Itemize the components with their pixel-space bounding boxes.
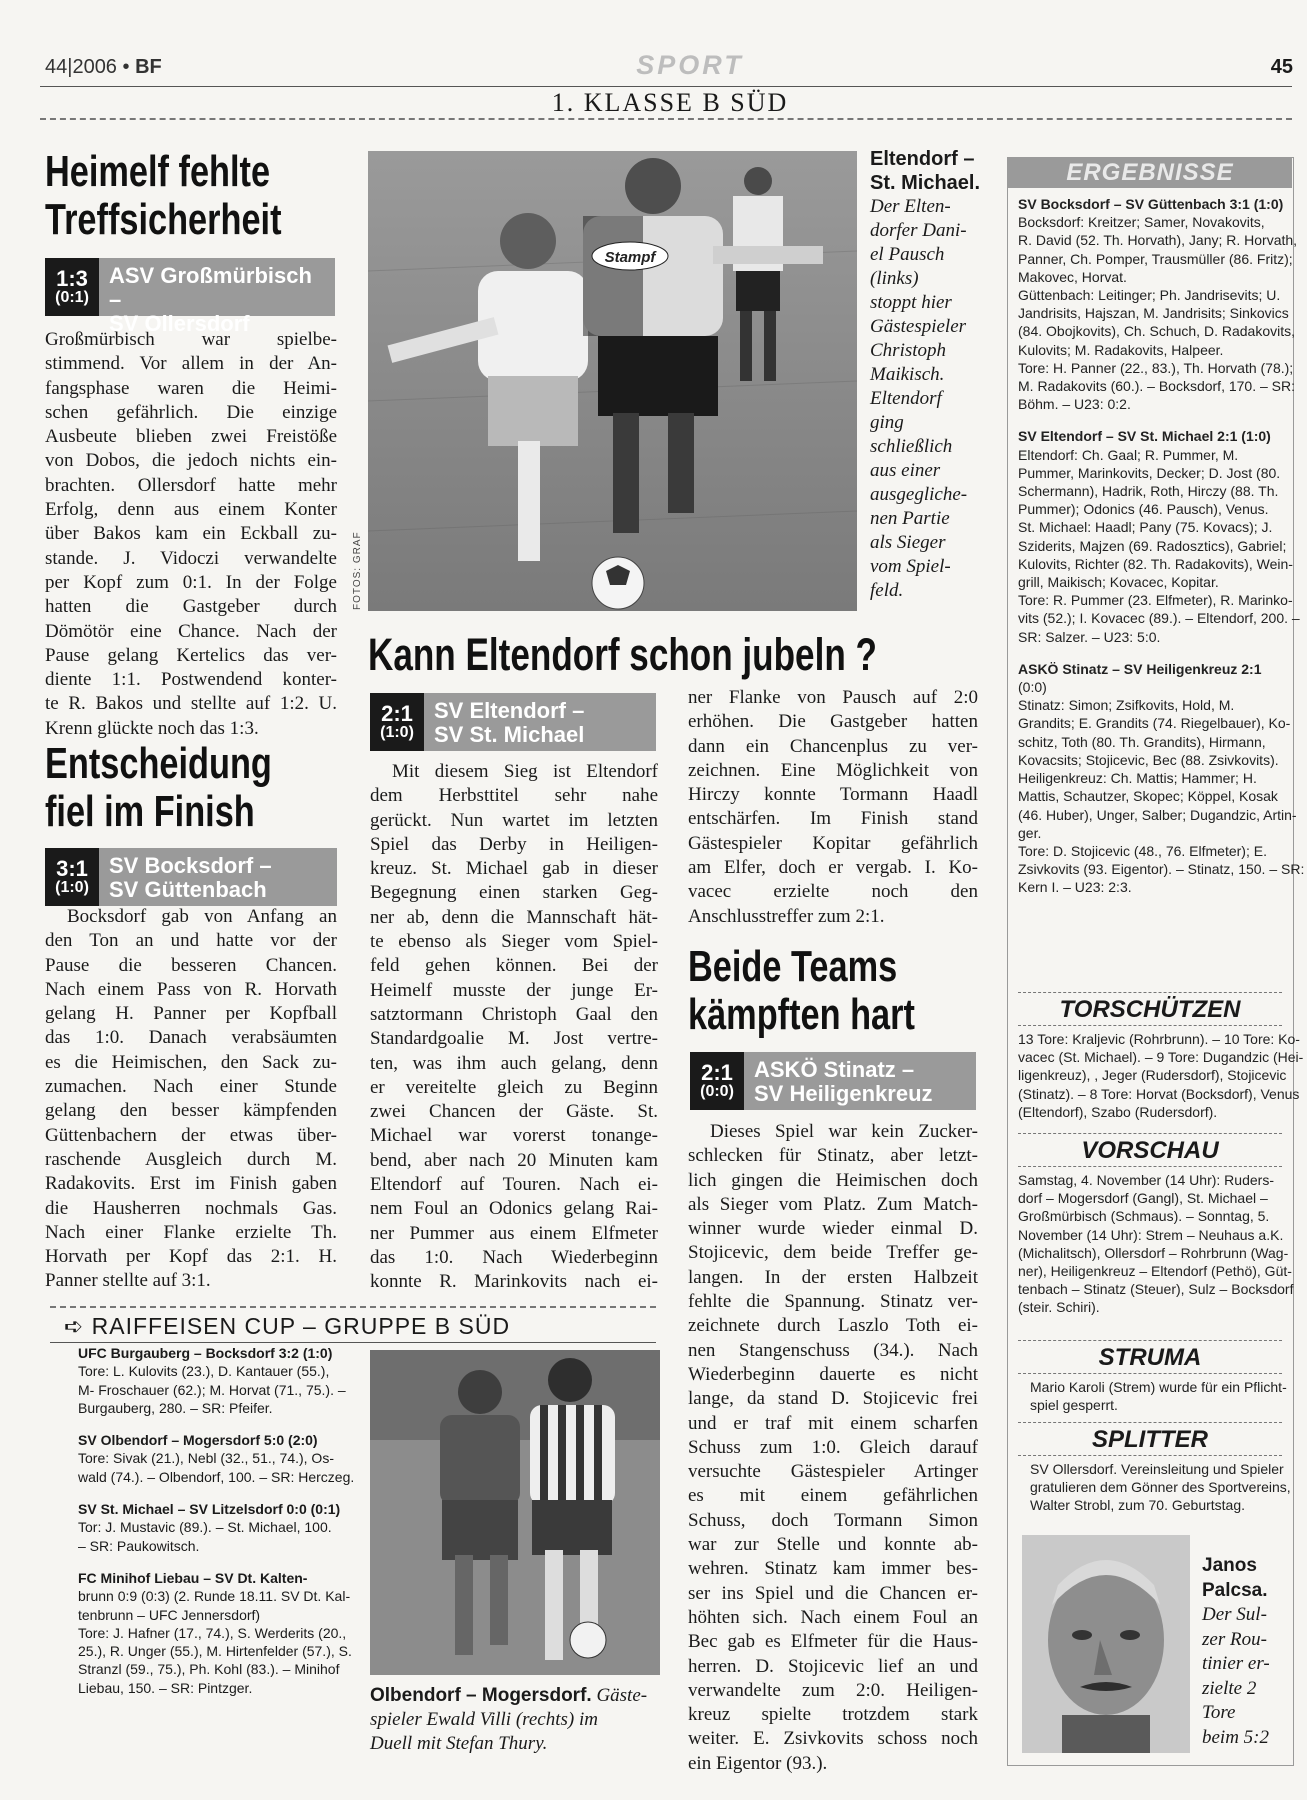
text-line: gerückt. Nun wartet im letzten bbox=[370, 809, 658, 831]
caption-line: tinier er- bbox=[1202, 1653, 1270, 1674]
preview-title: VORSCHAU bbox=[1081, 1137, 1219, 1164]
cup-game-line: wald (74.). – Olbendorf, 100. – SR: Herczeg. bbox=[78, 1468, 355, 1485]
article-entscheidung-text bbox=[45, 905, 337, 1294]
text-line: hatten die Gastgeber durch bbox=[45, 596, 337, 618]
caption-line: aus einer bbox=[870, 460, 941, 481]
caption-line: Der Elten- bbox=[870, 196, 951, 217]
cup-game-line: tenbrunn – UFC Jennersdorf) bbox=[78, 1606, 261, 1623]
text-line: Bec gab es Elfmeter für die Haus- bbox=[688, 1631, 978, 1653]
text-line: Mit diesem Sieg ist Eltendorf bbox=[392, 761, 658, 782]
splitter-line: gratulieren dem Gönner des Sportvereins, bbox=[1030, 1479, 1291, 1496]
text-line: brachten. Ollersdorf hatte mehr bbox=[45, 474, 337, 496]
cup-game-head: FC Minihof Liebau – SV Dt. Kalten- bbox=[78, 1569, 308, 1586]
text-line: Wiederbeginn dauerte es nicht bbox=[688, 1363, 978, 1385]
article-heimelf-text bbox=[45, 328, 337, 741]
caption-line: Christoph bbox=[870, 340, 947, 361]
text-line: Großmürbisch war spielbe- bbox=[45, 329, 337, 350]
cup-game bbox=[78, 1569, 352, 1697]
result-line: ger. bbox=[1018, 824, 1042, 841]
article-eltendorf-text-col1 bbox=[370, 760, 658, 1295]
result-line: Kulovits; M. Radakovits, Halpeer. bbox=[1018, 341, 1224, 358]
result-line: (84. Obojkovits), Ch. Schuch, D. Radakovits, bbox=[1018, 323, 1295, 340]
league-title: 1. KLASSE B SÜD bbox=[520, 88, 820, 118]
text-line: die Hausherren nochmals Gas. bbox=[45, 1197, 337, 1219]
text-line: raschende Ausgleich durch M. bbox=[45, 1148, 337, 1170]
scorer-line: (Stinatz). – 8 Tore: Horvat (Bocksdorf), Venus bbox=[1018, 1085, 1300, 1102]
text-line: Radakovits. Erst im Finish gaben bbox=[45, 1173, 337, 1195]
text-line: kreuz. St. Michael gab in dieser bbox=[370, 858, 658, 880]
text-line: bend, aber nach 20 Minuten kam bbox=[370, 1149, 658, 1171]
preview-list bbox=[1018, 1171, 1294, 1317]
caption-line: (links) bbox=[870, 268, 919, 289]
caption-line: dorfer Dani- bbox=[870, 220, 967, 241]
header-rule bbox=[40, 86, 1292, 87]
struma-title: STRUMA bbox=[1098, 1344, 1202, 1371]
scorers-rule-bottom bbox=[1018, 1025, 1282, 1026]
text-line: weiter. E. Zsivkovits schoss noch bbox=[688, 1728, 978, 1750]
scorers-rule-top bbox=[1018, 992, 1282, 993]
text-line: Pause die besseren Chancen. bbox=[45, 954, 337, 976]
caption-line: Maikisch. bbox=[870, 364, 945, 385]
splitter-text bbox=[1030, 1460, 1291, 1515]
text-line: dann ein Chancenplus zu ver- bbox=[688, 735, 978, 757]
headline-entscheidung: Entscheidung fiel im Finish bbox=[45, 739, 272, 836]
text-line: verwandelte zum 2:0. Heiligen- bbox=[688, 1679, 978, 1701]
text-line: über Bakos kam ein Eckball zu- bbox=[45, 523, 337, 545]
cup-game-line: Tor: J. Mustavic (89.). – St. Michael, 100. bbox=[78, 1519, 332, 1536]
splitter-line: Walter Strobl, zum 70. Geburtstag. bbox=[1030, 1497, 1246, 1514]
struma-rule-bottom bbox=[1018, 1373, 1282, 1374]
cup-game-line: Burgauberg, 280. – SR: Pfeifer. bbox=[78, 1399, 273, 1416]
text-line: versuchte Gästespieler Artinger bbox=[688, 1461, 978, 1483]
result-block bbox=[1018, 427, 1300, 645]
text-line: Begegnung einen starken Geg- bbox=[370, 882, 658, 904]
photo-olbendorf-mogersdorf bbox=[370, 1350, 660, 1675]
text-line: fangsphase waren die Heimi- bbox=[45, 377, 337, 399]
result-line: grill, Maikisch; Kovacec, Kopitar. bbox=[1018, 574, 1219, 591]
text-line: zwei Chancen der Gäste. St. bbox=[370, 1101, 658, 1123]
text-line: das 1:0. Nach Wiederbeginn bbox=[370, 1246, 658, 1268]
struma-rule-top bbox=[1018, 1340, 1282, 1341]
league-rule bbox=[40, 118, 1292, 120]
cup-game-line: 25.), R. Unger (55.), M. Hirtenfelder (57.), S. bbox=[78, 1643, 352, 1660]
scorer-line: (Eltendorf), Szabo (Rudersdorf). bbox=[1018, 1103, 1218, 1120]
scorers-list bbox=[1018, 1030, 1304, 1121]
result-line: Tore: R. Pummer (23. Elfmeter), R. Marinko- bbox=[1018, 592, 1293, 609]
text-line: ner Pummer aus einem Elfmeter bbox=[370, 1222, 658, 1244]
result-line: Stinatz: Simon; Zsifkovits, Hold, M. bbox=[1018, 697, 1235, 714]
text-line: Stojicevic, dem beide Treffer ge- bbox=[688, 1242, 978, 1264]
cup-game-line: brunn 0:9 (0:3) (2. Runde 18.11. SV Dt. Kal- bbox=[78, 1588, 351, 1605]
text-line: stimmend. Vor allem in der An- bbox=[45, 353, 337, 375]
text-line: entschärfen. Im Finish stand bbox=[688, 808, 978, 830]
section-label: SPORT bbox=[636, 50, 744, 80]
text-line: Michael war vorerst tonange- bbox=[370, 1125, 658, 1147]
preview-rule-top bbox=[1018, 1133, 1282, 1134]
result-line: Grandits; E. Grandits (74. Riegelbauer), Ko- bbox=[1018, 715, 1291, 732]
text-line: schlecken für Stinatz, aber letzt- bbox=[688, 1145, 978, 1167]
scorer-line: ligenkreuz), , Jeger (Rudersdorf), Stojicevic bbox=[1018, 1067, 1287, 1084]
score-box-bocksdorf: 3:1 (1:0) SV Bocksdorf – SV Güttenbach bbox=[45, 848, 337, 906]
splitter-line: SV Ollersdorf. Vereinsleitung und Spieler bbox=[1030, 1461, 1284, 1477]
cup-game-head: UFC Burgauberg – Bocksdorf 3:2 (1:0) bbox=[78, 1345, 333, 1361]
text-line: konnte R. Marinkovits nach ei- bbox=[370, 1271, 658, 1293]
scorers-title: TORSCHÜTZEN bbox=[1059, 996, 1241, 1023]
caption-line: stoppt hier bbox=[870, 292, 952, 313]
text-line: den Ton an und hatte vor der bbox=[45, 930, 337, 952]
article-heimelf bbox=[45, 147, 345, 337]
result-line: Mattis, Schautzer, Skopec; Köppel, Kosak bbox=[1018, 788, 1278, 805]
text-line: erhöhen. Die Gastgeber hatten bbox=[688, 711, 978, 733]
result-line: Kulovits, Richter (82. Th. Radakovits), Wein- bbox=[1018, 555, 1293, 572]
splitter-rule-top bbox=[1018, 1422, 1282, 1423]
text-line: lange, da stand D. Stojicevic frei bbox=[688, 1388, 978, 1410]
preview-line: ner), Heiligenkreuz – Eltendorf (Pethö), Güt- bbox=[1018, 1263, 1292, 1280]
text-line: zumachen. Nach einer Stunde bbox=[45, 1076, 337, 1098]
text-line: Schuss, doch Tormann Simon bbox=[688, 1509, 978, 1531]
result-line: Panner, Ch. Pomper, Trausmüller (86. Fritz); bbox=[1018, 250, 1293, 267]
result-line: Pummer); Odonics (46. Pausch), Venus. bbox=[1018, 501, 1269, 518]
caption-line: schließlich bbox=[870, 436, 953, 457]
text-line: ser ins Spiel und die Chancen er- bbox=[688, 1582, 978, 1604]
cup-rule-top bbox=[50, 1306, 656, 1308]
text-line: nem Foul an Odonics gelang Rai- bbox=[370, 1198, 658, 1220]
text-line: von Dobos, die jedoch nichts ein- bbox=[45, 450, 337, 472]
preview-line: (Michalitsch), Ollersdorf – Rohrbrunn (Wag- bbox=[1018, 1244, 1289, 1261]
result-head: SV Bocksdorf – SV Güttenbach 3:1 (1:0) bbox=[1018, 196, 1284, 212]
scorer-line: vacec (St. Michael). – 9 Tore: Dugandzic (Hei- bbox=[1018, 1049, 1304, 1066]
text-line: Dömötör eine Chance. Nach der bbox=[45, 620, 337, 642]
text-line: nen Stangenschuss (34.). Nach bbox=[688, 1339, 978, 1361]
cup-game-line: Tore: Sivak (21.), Nebl (32., 51., 74.), Os- bbox=[78, 1450, 334, 1467]
result-line: Eltendorf: Ch. Gaal; R. Pummer, M. bbox=[1018, 446, 1239, 463]
results-list bbox=[1018, 195, 1305, 911]
text-line: zeichnen. Eine Möglichkeit von bbox=[688, 759, 978, 781]
text-line: dem Herbsttitel sehr nahe bbox=[370, 785, 658, 807]
cup-game-line: Stranzl (59., 75.), Ph. Kohl (83.). – Minihof bbox=[78, 1661, 340, 1678]
text-line: te ebenso als Sieger vom Spiel- bbox=[370, 931, 658, 953]
result-block bbox=[1018, 660, 1305, 897]
result-line: Tore: H. Panner (22., 83.), Th. Horvath (78.); bbox=[1018, 359, 1294, 376]
text-line: stande. J. Vidoczi verwandelte bbox=[45, 547, 337, 569]
text-line: feld gehen können. Bei der bbox=[370, 955, 658, 977]
text-line: das 1:0. Danach verabsäumten bbox=[45, 1027, 337, 1049]
result-line: Güttenbach: Leitinger; Ph. Jandrisevits; U. bbox=[1018, 287, 1281, 304]
cup-game-line: Liebau, 150. – SR: Pintzger. bbox=[78, 1679, 253, 1696]
text-line: zeichnete durch Laszlo Toth ei- bbox=[688, 1315, 978, 1337]
result-line: Kovacsits; Stojicevic, Bec (88. Zsivkovits). bbox=[1018, 751, 1279, 768]
struma-text bbox=[1030, 1378, 1287, 1414]
result-head: SV Eltendorf – SV St. Michael 2:1 (1:0) bbox=[1018, 428, 1271, 445]
text-line: Standardgoalie M. Jost vertre- bbox=[370, 1028, 658, 1050]
duel-players-photo bbox=[370, 1350, 660, 1675]
caption-line: Eltendorf bbox=[870, 388, 942, 409]
text-line: er vereitelte gleich zu Beginn bbox=[370, 1076, 658, 1098]
caption-line: el Pausch bbox=[870, 244, 945, 265]
results-title: ERGEBNISSE bbox=[1008, 158, 1292, 188]
result-line: R. David (52. Th. Horvath), Jany; R. Horvath, bbox=[1018, 232, 1298, 249]
text-line: schen gefährlich. Die einzige bbox=[45, 401, 337, 423]
portrait-face bbox=[1022, 1535, 1190, 1753]
cup-game-line: Tore: L. Kulovits (23.), D. Kantauer (55.), bbox=[78, 1363, 330, 1380]
text-line: Anschlusstreffer zum 2:1. bbox=[688, 905, 885, 927]
result-line: Böhm. – U23: 0:2. bbox=[1018, 396, 1131, 413]
result-line: (0:0) bbox=[1018, 679, 1047, 696]
result-line: Pummer, Marinkovits, Decker; D. Jost (80. bbox=[1018, 464, 1281, 481]
result-line: SR: Salzer. – U23: 5:0. bbox=[1018, 628, 1161, 645]
text-line: per Kopf zum 0:1. In der Folge bbox=[45, 571, 337, 593]
result-line: vits (52.); I. Kovacec (89.). – Eltendorf, 200. – bbox=[1018, 610, 1300, 627]
preview-line: Großmürbisch (Schmaus). – Sonntag, 5. bbox=[1018, 1208, 1270, 1225]
text-line: Nach einem Pass von R. Horvath bbox=[45, 978, 337, 1000]
text-line: ner Flanke von Pausch auf 2:0 bbox=[688, 687, 978, 708]
text-line: am Elfer, doch er vergab. I. Ko- bbox=[688, 857, 978, 879]
text-line: ner ab, denn die Mannschaft hät- bbox=[370, 906, 658, 928]
preview-line: dorf – Mogersdorf (Gangl), St. Michael – bbox=[1018, 1190, 1268, 1207]
arrow-icon: ➪ bbox=[64, 1313, 85, 1339]
shirt-sponsor-text: Stampf bbox=[604, 249, 656, 266]
text-line: Ausbeute blieben zwei Freistöße bbox=[45, 426, 337, 448]
photo-credit: FOTOS: GRAF bbox=[352, 531, 363, 610]
text-line: kreuz spielte trotzdem stark bbox=[688, 1704, 978, 1726]
caption-line: nen Partie bbox=[870, 508, 950, 529]
text-line: war zur Stelle und konnte ab- bbox=[688, 1534, 978, 1556]
text-line: es mit einem gefährlichen bbox=[688, 1485, 978, 1507]
caption-line: Der Sul- bbox=[1202, 1604, 1267, 1625]
result-line: Kern I. – U23: 2:3. bbox=[1018, 879, 1132, 896]
portrait-janos-palcsa bbox=[1022, 1535, 1190, 1753]
preview-line: (steir. Schiri). bbox=[1018, 1299, 1100, 1316]
headline-beide-teams: Beide Teams kämpften hart bbox=[688, 942, 915, 1039]
text-line: satztormann Christoph Gaal den bbox=[370, 1003, 658, 1025]
text-line: lich gingen die Heimischen doch bbox=[688, 1169, 978, 1191]
text-line: Panner stellte auf 3:1. bbox=[45, 1270, 211, 1292]
result-line: Tore: D. Stojicevic (48., 76. Elfmeter); E. bbox=[1018, 842, 1267, 859]
preview-line: November (14 Uhr): Strem – Neuhaus a.K. bbox=[1018, 1226, 1284, 1243]
photo-eltendorf-st-michael bbox=[368, 151, 857, 611]
text-line: Güttenbachern der etwas über- bbox=[45, 1124, 337, 1146]
cup-game bbox=[78, 1500, 341, 1555]
text-line: Erfolg, denn aus einem Konter bbox=[45, 499, 337, 521]
text-line: vacec erzielte noch den bbox=[688, 881, 978, 903]
text-line: Krenn glückte noch das 1:3. bbox=[45, 717, 259, 739]
text-line: es die Heimischen, den Sack zu- bbox=[45, 1051, 337, 1073]
result-line: schitz, Toth (80. Th. Grandits), Hirmann, bbox=[1018, 733, 1266, 750]
splitter-rule-bottom bbox=[1018, 1455, 1282, 1456]
result-line: Jandrisits, Hajszan, M. Jandrisits; Sinkovics bbox=[1018, 305, 1289, 322]
result-head: ASKÖ Stinatz – SV Heiligenkreuz 2:1 bbox=[1018, 660, 1262, 677]
text-line: Horvath per Kopf das 2:1. H. bbox=[45, 1246, 337, 1268]
caption-line: vom Spiel- bbox=[870, 556, 951, 577]
preview-line: Samstag, 4. November (14 Uhr): Ruders- bbox=[1018, 1172, 1274, 1188]
portrait-caption: Janos Palcsa. Der Sul- zer Rou- tinier er- zielte 2 Tore beim 5:2 bbox=[1202, 1554, 1292, 1750]
text-line: höhten sich. Nach einem Foul an bbox=[688, 1606, 978, 1628]
text-line: gelang H. Panner per Kopfball bbox=[45, 1003, 337, 1025]
preview-line: tenbach – Stinatz (Steuer), Sulz – Bocksdorf bbox=[1018, 1281, 1294, 1298]
result-line: Makovec, Horvat. bbox=[1018, 268, 1127, 285]
text-line: herren. D. Stojicevic lief an und bbox=[688, 1655, 978, 1677]
caption-line: beim 5:2 bbox=[1202, 1726, 1270, 1748]
caption-line: ausgegliche- bbox=[870, 484, 968, 505]
caption-line: ging bbox=[870, 412, 904, 433]
score-box-eltendorf: 2:1 (1:0) SV Eltendorf – SV St. Michael bbox=[370, 693, 656, 751]
cup-game-line: – SR: Paukowitsch. bbox=[78, 1537, 200, 1554]
text-line: ein Eigentor (93.). bbox=[688, 1752, 828, 1774]
result-block bbox=[1018, 195, 1298, 413]
score-box-stinatz: 2:1 (0:0) ASKÖ Stinatz – SV Heiligenkreuz bbox=[690, 1052, 976, 1110]
football-players-photo bbox=[368, 151, 857, 611]
page-header-issue: 44|2006 • BF bbox=[45, 56, 162, 78]
article-eltendorf-text-col2 bbox=[688, 686, 978, 929]
result-line: Sziderits, Majzen (69. Radosztics), Gabriel; bbox=[1018, 537, 1287, 554]
cup-game-head: SV St. Michael – SV Litzelsdorf 0:0 (0:1) bbox=[78, 1501, 341, 1518]
result-line: Heiligenkreuz: Ch. Mattis; Hammer; H. bbox=[1018, 770, 1257, 787]
text-line: langen. In der ersten Halbzeit bbox=[688, 1266, 978, 1288]
headline-kann-eltendorf: Kann Eltendorf schon jubeln ? bbox=[368, 629, 877, 680]
text-line: Pause gelang Kertelics das ver- bbox=[45, 644, 337, 666]
caption-line: Gästespieler bbox=[870, 316, 967, 337]
result-line: Schermann), Hadrik, Roth, Hirczy (88. Th. bbox=[1018, 483, 1279, 500]
cup-game bbox=[78, 1344, 346, 1417]
splitter-title: SPLITTER bbox=[1091, 1426, 1208, 1453]
scorer-line: 13 Tore: Kraljevic (Rohrbrunn). – 10 Tore: Ko- bbox=[1018, 1031, 1300, 1047]
text-line: Bocksdorf gab von Anfang an bbox=[67, 906, 337, 927]
cup-game-line: Tore: J. Hafner (17., 74.), S. Werderits (20., bbox=[78, 1624, 347, 1641]
struma-line: spiel gesperrt. bbox=[1030, 1397, 1118, 1414]
text-line: ten, was ihm auch gelang, denn bbox=[370, 1052, 658, 1074]
text-line: Spiel das Derby in Heiligen- bbox=[370, 833, 658, 855]
text-line: und er traf mit einem scharfen bbox=[688, 1412, 978, 1434]
result-line: Bocksdorf: Kreitzer; Samer, Novakovits, bbox=[1018, 214, 1265, 231]
result-line: Zsivkovits (93. Eigentor). – Stinatz, 150. – SR: bbox=[1018, 861, 1305, 878]
preview-rule-bottom bbox=[1018, 1166, 1282, 1167]
cup-game bbox=[78, 1431, 355, 1486]
text-line: Gästespieler Kopitar gefährlich bbox=[688, 832, 978, 854]
page-number: 45 bbox=[1270, 56, 1293, 78]
caption-line: Tore bbox=[1202, 1702, 1236, 1723]
caption-line: zielte 2 bbox=[1202, 1677, 1257, 1699]
photo-eltendorf-caption: Eltendorf – St. Michael. Der Elten- dorfer Dani- el Pausch (links) stoppt hier Gästespieler Christoph Maikisch. Eltendorf ging schließlich aus einer ausgegliche- nen Partie als Sieger vom Spiel- feld. bbox=[870, 147, 1000, 603]
text-line: gelang den besser kämpfenden bbox=[45, 1100, 337, 1122]
article-stinatz-text bbox=[688, 1120, 978, 1776]
caption-line: zer Rou- bbox=[1202, 1628, 1267, 1650]
text-line: Nach einer Flanke erzielte Th. bbox=[45, 1221, 337, 1243]
cup-game-head: SV Olbendorf – Mogersdorf 5:0 (2:0) bbox=[78, 1432, 318, 1449]
article-entscheidung bbox=[45, 740, 345, 906]
cup-rule-bottom bbox=[50, 1342, 656, 1343]
cup-results-list bbox=[78, 1344, 355, 1711]
text-line: als Sieger vom Platz. Zum Match- bbox=[688, 1193, 978, 1215]
headline-heimelf: Heimelf fehlte Treffsicherheit bbox=[45, 147, 282, 244]
text-line: te R. Bakos und stellte auf 1:2. U. bbox=[45, 693, 337, 715]
result-line: M. Radakovits (60.). – Bocksdorf, 170. – SR: bbox=[1018, 378, 1296, 395]
struma-line: Mario Karoli (Strem) wurde für ein Pflicht- bbox=[1030, 1379, 1287, 1395]
text-line: Dieses Spiel war kein Zucker- bbox=[710, 1121, 978, 1142]
text-line: Schuss zum 1:0. Gleich darauf bbox=[688, 1436, 978, 1458]
text-line: diente 1:1. Postwendend konter- bbox=[45, 669, 337, 691]
result-line: St. Michael: Haadl; Pany (75. Kovacs); J. bbox=[1018, 519, 1273, 536]
text-line: fehlte die Spannung. Stinatz ver- bbox=[688, 1291, 978, 1313]
text-line: Hirczy konnte Tormann Haadl bbox=[688, 784, 978, 806]
text-line: wehren. Stinatz kam immer bes- bbox=[688, 1558, 978, 1580]
result-line: (46. Huber), Unger, Salber; Dugandzic, Artin- bbox=[1018, 806, 1297, 823]
text-line: Heimelf musste der junge Er- bbox=[370, 979, 658, 1001]
text-line: winner wurde wieder einmal D. bbox=[688, 1218, 978, 1240]
cup-game-line: M- Froschauer (62.); M. Horvat (71., 75.). – bbox=[78, 1381, 346, 1398]
caption-line: feld. bbox=[870, 580, 904, 601]
text-line: Eltendorf auf Touren. Nach ei- bbox=[370, 1174, 658, 1196]
photo-olbendorf-caption: Olbendorf – Mogersdorf. Gäste- spieler Ewald Villi (rechts) im Duell mit Stefan Thury. bbox=[370, 1685, 648, 1754]
score-box-grossmuerbisch: 1:3 (0:1) ASV Großmürbisch – SV Ollersdorf bbox=[45, 258, 335, 316]
cup-title: ➪ RAIFFEISEN CUP – GRUPPE B SÜD bbox=[64, 1313, 511, 1339]
caption-line: als Sieger bbox=[870, 532, 946, 553]
